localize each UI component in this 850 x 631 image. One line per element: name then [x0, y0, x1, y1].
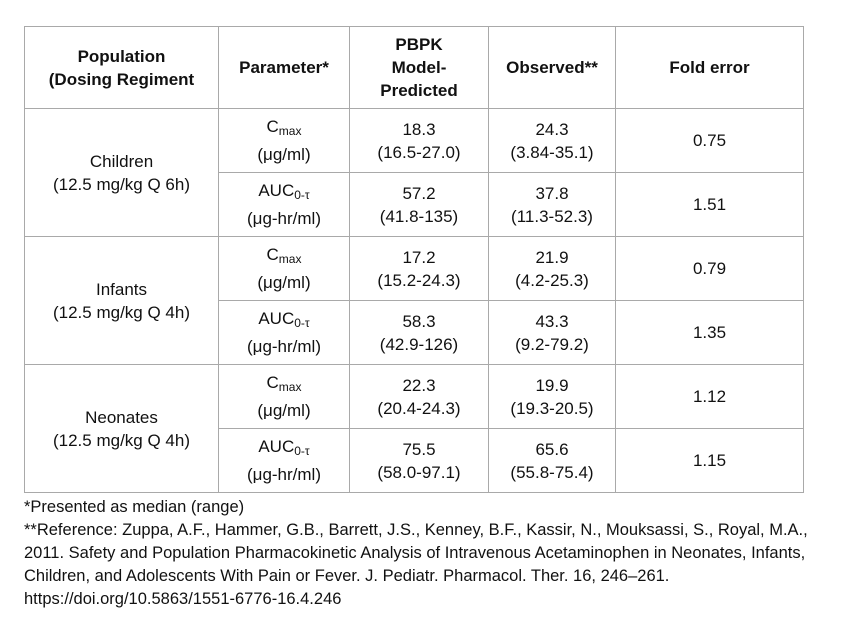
parameter-cell [219, 429, 350, 493]
parameter-subscript: max [278, 124, 302, 138]
parameter-unit: (μg/ml) [257, 273, 311, 292]
dosing-regimen: (12.5 mg/kg Q 6h) [52, 174, 190, 194]
parameter-symbol: C [266, 373, 279, 392]
observed-cell [489, 109, 616, 173]
observed-range: (9.2-79.2) [515, 334, 589, 354]
parameter-cell [219, 173, 350, 237]
predicted-range: (41.8-135) [379, 206, 459, 226]
predicted-range: (15.2-24.3) [377, 270, 461, 290]
header-parameter: Parameter* [219, 27, 350, 109]
header-predicted: PBPK Model- Predicted [350, 27, 489, 109]
observed-range: (55.8-75.4) [510, 462, 594, 482]
table-row [25, 237, 804, 301]
observed-median: 43.3 [535, 311, 569, 331]
parameter-symbol: AUC [258, 437, 295, 456]
predicted-cell [350, 109, 489, 173]
parameter-subscript: 0-τ [294, 444, 310, 458]
parameter-subscript: 0-τ [294, 188, 310, 202]
parameter-unit: (μg-hr/ml) [246, 465, 321, 484]
predicted-cell [350, 301, 489, 365]
pk-comparison-table [24, 26, 804, 493]
parameter-unit: (μg/ml) [257, 401, 311, 420]
observed-range: (4.2-25.3) [515, 270, 589, 290]
population-cell [25, 109, 219, 237]
parameter-cell [219, 365, 350, 429]
observed-median: 21.9 [535, 247, 569, 267]
parameter-cell [219, 237, 350, 301]
predicted-cell [350, 173, 489, 237]
fold-error-cell: 1.15 [616, 429, 804, 493]
table-header-row [25, 27, 804, 109]
observed-range: (11.3-52.3) [511, 206, 593, 226]
dosing-regimen: (12.5 mg/kg Q 4h) [52, 302, 190, 322]
population-cell [25, 237, 219, 365]
parameter-subscript: max [278, 380, 302, 394]
predicted-median: 58.3 [402, 311, 436, 331]
parameter-unit: (μg-hr/ml) [246, 209, 321, 228]
table-row [25, 365, 804, 429]
parameter-symbol: C [266, 245, 279, 264]
population-name: Children [89, 151, 154, 171]
footnote-reference: **Reference: Zuppa, A.F., Hammer, G.B., Barrett, J.S., Kenney, B.F., Kassir, N., Mouksassi, S., Royal, M.A., 2011. Safety and Population Pharmacokinetic Analysis of Intravenous Acetaminophen in Neonates, Infants, Children, and Adolescents With Pain or Fever. J. Pediatr. Pharmacol. Ther. 16, 246–261. https://doi.org/10.5863/1551-6776-16.4.246 [24, 521, 808, 608]
observed-cell [489, 429, 616, 493]
header-observed: Observed** [489, 27, 616, 109]
observed-range: (19.3-20.5) [510, 398, 594, 418]
predicted-range: (42.9-126) [379, 334, 459, 354]
fold-error-cell: 1.51 [616, 173, 804, 237]
predicted-range: (16.5-27.0) [377, 142, 461, 162]
observed-median: 19.9 [535, 375, 569, 395]
predicted-range: (58.0-97.1) [377, 462, 461, 482]
parameter-subscript: max [278, 252, 302, 266]
table-row [25, 109, 804, 173]
observed-median: 37.8 [535, 183, 569, 203]
fold-error-cell: 1.35 [616, 301, 804, 365]
predicted-median: 75.5 [402, 439, 436, 459]
parameter-unit: (μg-hr/ml) [246, 337, 321, 356]
observed-cell [489, 237, 616, 301]
parameter-cell [219, 301, 350, 365]
footnote-median-range: *Presented as median (range) [24, 498, 245, 516]
fold-error-cell: 1.12 [616, 365, 804, 429]
observed-cell [489, 173, 616, 237]
fold-error-cell: 0.79 [616, 237, 804, 301]
population-name: Neonates [85, 407, 158, 427]
footnotes [24, 496, 824, 611]
predicted-cell [350, 237, 489, 301]
parameter-unit: (μg/ml) [257, 145, 311, 164]
parameter-symbol: C [266, 117, 279, 136]
parameter-symbol: AUC [258, 181, 295, 200]
observed-cell [489, 365, 616, 429]
header-fold-error: Fold error [616, 27, 804, 109]
parameter-symbol: AUC [258, 309, 295, 328]
predicted-median: 22.3 [402, 375, 436, 395]
observed-median: 24.3 [535, 119, 569, 139]
population-cell [25, 365, 219, 493]
observed-median: 65.6 [535, 439, 569, 459]
parameter-cell [219, 109, 350, 173]
predicted-cell [350, 365, 489, 429]
observed-range: (3.84-35.1) [510, 142, 594, 162]
predicted-median: 18.3 [402, 119, 436, 139]
predicted-median: 17.2 [402, 247, 436, 267]
fold-error-cell: 0.75 [616, 109, 804, 173]
predicted-median: 57.2 [402, 183, 436, 203]
predicted-range: (20.4-24.3) [377, 398, 461, 418]
predicted-cell [350, 429, 489, 493]
observed-cell [489, 301, 616, 365]
population-name: Infants [95, 279, 148, 299]
table-body [25, 109, 804, 493]
parameter-subscript: 0-τ [294, 316, 310, 330]
header-population: Population (Dosing Regiment [25, 27, 219, 109]
dosing-regimen: (12.5 mg/kg Q 4h) [52, 430, 190, 450]
